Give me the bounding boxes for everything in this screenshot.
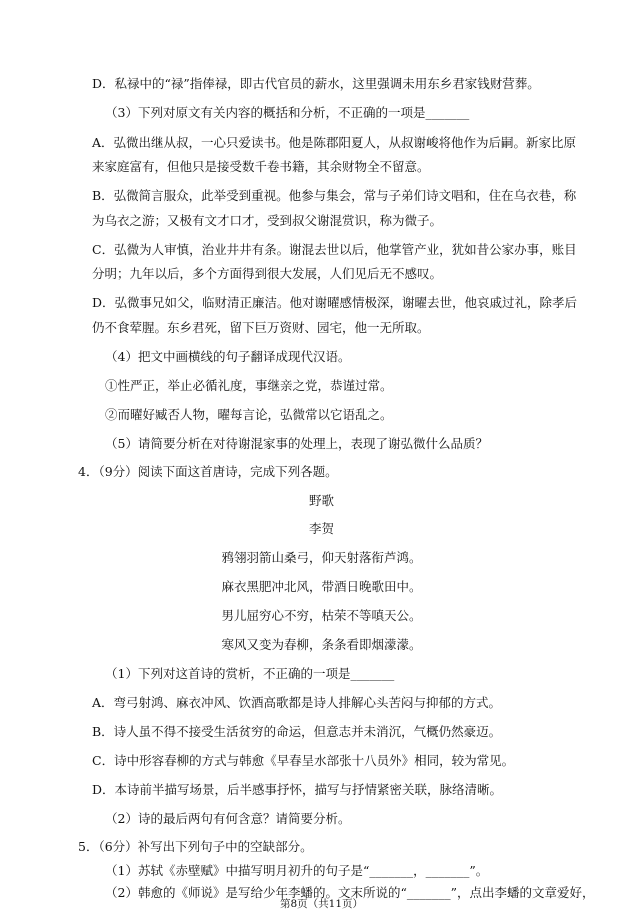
answer-blank: _______ bbox=[406, 885, 451, 900]
sentence-line: ①性严正，举止必循礼度，事继亲之党，恭谨过常。 bbox=[105, 378, 393, 393]
poem-author: 李贺 bbox=[308, 521, 334, 536]
option-line: 为乌衣之游；又极有文才口才，受到叔父谢混赏识，称为微子。 bbox=[92, 213, 443, 228]
option-line: A．弯弓射鸿、麻衣冲风、饮酒高歌都是诗人排解心头苦闷与抑郁的方式。 bbox=[92, 695, 502, 710]
sentence-line: ②而曜好臧否人物，曜每言论，弘微常以它语乱之。 bbox=[105, 407, 393, 422]
option-line: D．弘微事兄如父，临财清正廉洁。他对谢曜感情极深，谢曜去世，他哀戚过礼，除孝后 bbox=[92, 295, 578, 310]
question-line: （3）下列对原文有关内容的概括和分析，不正确的一项是_______ bbox=[105, 105, 470, 120]
poem-line: 男儿屈穷心不穷，枯荣不等嗔天公。 bbox=[221, 608, 422, 623]
option-line: C．诗中形容春柳的方式与韩愈《早春呈水部张十八员外》相同，较为常见。 bbox=[92, 753, 515, 768]
option-line: D．本诗前半描写场景，后半感事抒怀，描写与抒情紧密关联，脉络清晰。 bbox=[92, 782, 503, 797]
option-line: A．弘微出继从叔，一心只爱读书。他是陈郡阳夏人，从叔谢峻将他作为后嗣。新家比原 bbox=[92, 135, 577, 150]
text-line: D．私禄中的“禄”指俸禄，即古代官员的薪水，这里强调未用东乡君家钱财营葬。 bbox=[92, 76, 540, 91]
question-line: （5）请简要分析在对待谢混家事的处理上，表现了谢弘微什么品质？ bbox=[105, 436, 488, 451]
poem-line: 麻衣黑肥冲北风，带酒日晚歌田中。 bbox=[221, 579, 422, 594]
option-line: C．弘微为人审慎，治业井井有条。谢混去世以后，他掌管产业，犹如昔公家办事，账目 bbox=[92, 242, 577, 257]
question-line: （1）下列对这首诗的赏析，不正确的一项是_______ bbox=[105, 666, 395, 681]
option-line: 来家庭富有，但他只是接受数千卷书籍，其余财物全不留意。 bbox=[92, 159, 430, 174]
option-line: B．弘微简言服众，此举受到重视。他参与集会，常与子弟们诗文唱和，住在乌衣巷，称 bbox=[92, 188, 577, 203]
section-heading: 5．（6分）补写出下列句子中的空缺部分。 bbox=[78, 839, 313, 854]
answer-blank: _______ bbox=[425, 105, 470, 120]
poem-title: 野歌 bbox=[308, 493, 334, 508]
answer-blank: _______ bbox=[369, 863, 414, 878]
poem-line: 鸦翎羽箭山桑弓，仰天射落衔芦鸿。 bbox=[221, 550, 422, 565]
section-heading: 4．（9分）阅读下面这首唐诗，完成下列各题。 bbox=[78, 464, 338, 479]
page-footer: 第8页（共11页） bbox=[279, 898, 364, 910]
option-line: 分明；九年以后，多个方面得到很大发展，人们见后无不感叹。 bbox=[92, 266, 443, 281]
option-line: B．诗人虽不得不接受生活贫穷的命运，但意志并未消沉，气概仍然豪迈。 bbox=[92, 724, 502, 739]
poem-line: 寒风又变为春柳，条条看即烟濛濛。 bbox=[221, 637, 422, 652]
question-line: （1）苏轼《赤壁赋》中描写明月初升的句子是“_______，_______”。 bbox=[105, 863, 489, 878]
answer-blank: _______ bbox=[425, 863, 470, 878]
question-line: （2）诗的最后两句有何含意？请简要分析。 bbox=[105, 811, 351, 826]
answer-blank: _______ bbox=[350, 666, 395, 681]
question-line: （4）把文中画横线的句子翻译成现代汉语。 bbox=[105, 349, 351, 364]
question-line: （2）韩愈的《师说》是写给少年李蟠的。文末所说的“_______”，点出李蟠的文章爱好， bbox=[105, 885, 595, 900]
option-line: 仍不食荤腥。东乡君死，留下巨万资财、园宅，他一无所取。 bbox=[92, 320, 430, 335]
